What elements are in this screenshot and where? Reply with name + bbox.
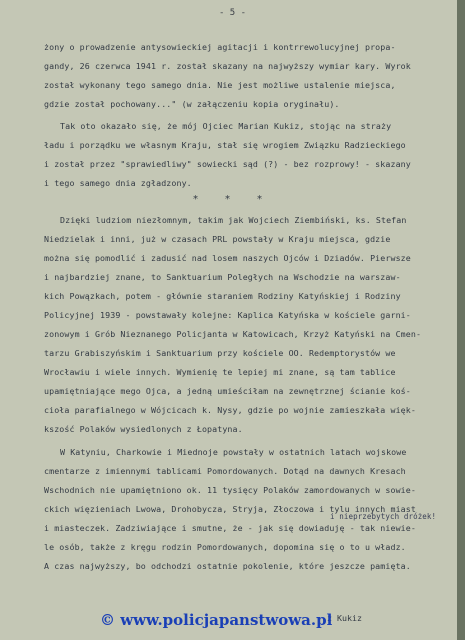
watermark: © www.policjapanstwowa.pl (100, 611, 333, 629)
text-line: żony o prowadzenie antysowieckiej agitacji i kontrrewolucyjnej propa- (44, 42, 396, 52)
text-line: le osób, także z kręgu rodzin Pomordowanych, dopomina się o to u władz. (44, 542, 406, 552)
page-edge-shadow (457, 0, 465, 640)
handwritten-note: i nieprzebytych dróżek! (330, 512, 437, 521)
text-line: Dzięki ludziom niezłomnym, takim jak Wojciech Ziembiński, ks. Stefan (60, 215, 407, 225)
text-line: zonowym i Grób Nieznanego Policjanta w Katowicach, Krzyż Katyński na Cmen- (44, 329, 422, 339)
text-line: i najbardziej znane, to Sanktuarium Poległych na Wschodzie na warszaw- (44, 272, 401, 282)
text-line: i miasteczek. Zadziwiające i smutne, że - jak się dowiaduję - tak niewie- (44, 523, 416, 533)
text-line: Wschodnich nie upamiętniono ok. 11 tysięcy Polaków zamordowanych w sowie- (44, 485, 416, 495)
text-line: i tego samego dnia zgładzony. (44, 178, 192, 188)
text-line: można się pomodlić i zadusić nad losem naszych Ojców i Dziadów. Pierwsze (44, 253, 411, 263)
text-line: W Katyniu, Charkowie i Miednoje powstały w ostatnich latach wojskowe (60, 447, 407, 457)
text-line: cmentarze z imiennymi tablicami Pomordowanych. Dotąd na dawnych Kresach (44, 466, 406, 476)
text-line: A czas najwyższy, bo odchodzi ostatnie pokolenie, które jeszcze pamięta. (44, 561, 411, 571)
text-line: upamiętniające mego Ojca, a jedną umieściłam na zewnętrznej ścianie koś- (44, 386, 411, 396)
text-line: kich Powązkach, potem - głównie staraniem Rodziny Katyńskiej i Rodziny (44, 291, 401, 301)
text-line: tarzu Grabiszyńskim i Sanktuarium przy kościele OO. Redemptorystów we (44, 348, 396, 358)
text-line: i został przez "sprawiedliwy" sowiecki sąd (?) - bez rozprowy! - skazany (44, 159, 411, 169)
text-line: został wykonany tego samego dnia. Nie jest możliwe ustalenie miejsca, (44, 80, 396, 90)
text-line: Niedzielak i inni, już w czasach PRL powstały w Kraju miejsca, gdzie (44, 234, 391, 244)
text-line: ładu i porządku we własnym Kraju, stał się wrogiem Związku Radzieckiego (44, 140, 406, 150)
text-line: Wrocławiu i wiele innych. Wymienię te lepiej mi znane, są tam tablice (44, 367, 396, 377)
text-line: kszość Polaków wysiedlonych z Łopatyna. (44, 424, 243, 434)
signature: ż Kukiz (327, 613, 362, 623)
text-line: cioła parafialnego w Wójcicach k. Nysy, gdzie po wojnie zamieszkała więk- (44, 405, 416, 415)
text-line: ckich więzieniach Lwowa, Drohobycza, Stryja, Złoczowa i tylu innych miast (44, 504, 416, 514)
text-line: gandy, 26 czerwca 1941 r. został skazany na najwyższy wymiar kary. Wyrok (44, 61, 411, 71)
text-line: Tak oto okazało się, że mój Ojciec Marian Kukiz, stojąc na straży (60, 121, 392, 131)
page-number: - 5 - (218, 8, 247, 18)
text-line: Policyjnej 1939 - powstawały kolejne: Kaplica Katyńska w kościele garni- (44, 310, 411, 320)
text-line: gdzie został pochowany..." (w załączeniu kopia oryginału). (44, 99, 340, 109)
section-separator: * * * (192, 194, 273, 205)
